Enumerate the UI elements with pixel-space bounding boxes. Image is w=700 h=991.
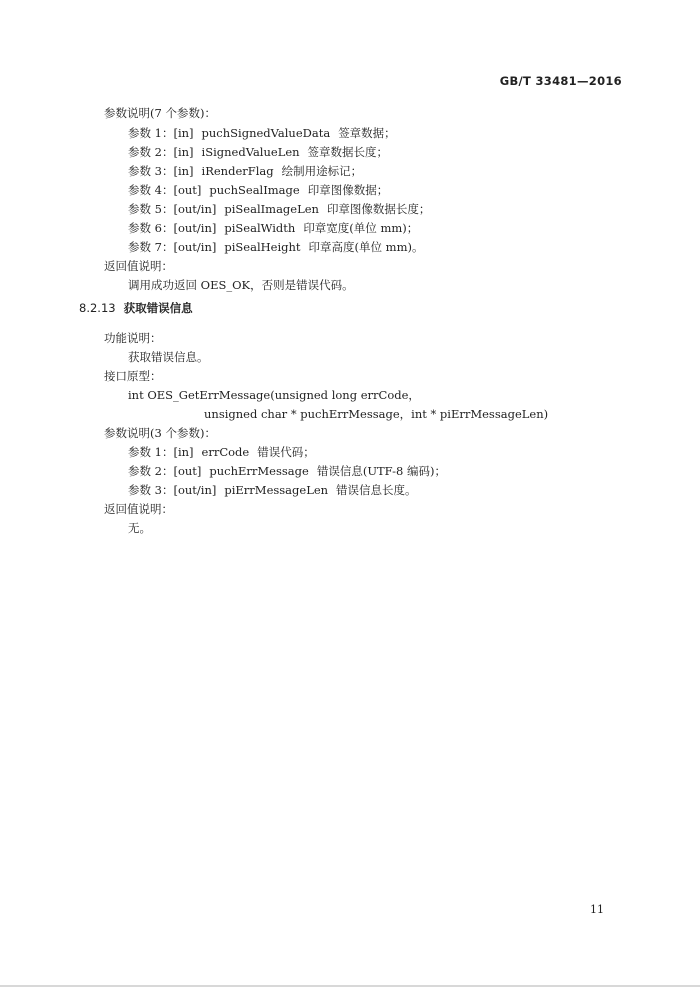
param-name: piErrMessageLen: [224, 483, 329, 497]
param-desc: 印章图像数据长度；: [326, 202, 431, 216]
param-desc: 绘制用途标记；: [281, 164, 363, 178]
section-number: 8.2.13: [79, 301, 116, 315]
param-desc: 印章宽度(单位 mm)；: [303, 221, 419, 235]
section-heading: [79, 301, 193, 315]
param-name: puchSealImage: [209, 183, 300, 197]
param-label: 参数 7：[out/in]: [128, 240, 217, 254]
param-label: 参数 3：[in]: [128, 164, 194, 178]
param-line: [128, 145, 388, 159]
param-desc: 印章图像数据；: [307, 183, 389, 197]
param-name: iRenderFlag: [201, 164, 274, 178]
param-line: [128, 202, 430, 216]
return-title: 返回值说明：: [104, 502, 173, 516]
param-label: 参数 1：[in]: [128, 126, 194, 140]
param-line: [128, 464, 446, 478]
function-title: 功能说明：: [104, 331, 162, 345]
param-name: piSealImageLen: [224, 202, 319, 216]
param-desc: 错误代码；: [257, 445, 315, 459]
param-name: iSignedValueLen: [201, 145, 300, 159]
section-title: 获取错误信息: [123, 301, 193, 315]
param-line: [128, 164, 362, 178]
param-desc: 签章数据长度；: [307, 145, 389, 159]
param-name: puchSignedValueData: [201, 126, 331, 140]
return-text: 调用成功返回 OES_OK，否则是错误代码。: [128, 278, 354, 292]
param-desc: 签章数据；: [338, 126, 396, 140]
param-desc: 错误信息长度。: [336, 483, 417, 497]
param-name: errCode: [201, 445, 250, 459]
return-text: 无。: [128, 521, 151, 535]
prototype-line-1: int OES_GetErrMessage(unsigned long errCode，: [128, 388, 420, 402]
return-title: 返回值说明：: [104, 259, 173, 273]
param-desc: 印章高度(单位 mm)。: [308, 240, 424, 254]
param-label: 参数 1：[in]: [128, 445, 194, 459]
param-name: puchErrMessage: [209, 464, 309, 478]
param-name: piSealHeight: [224, 240, 301, 254]
param-line: [128, 183, 388, 197]
page-number: 11: [590, 903, 604, 916]
prototype-line-2: unsigned char * puchErrMessage，int * piErrMessageLen): [204, 407, 549, 421]
param-label: 参数 5：[out/in]: [128, 202, 217, 216]
param-name: piSealWidth: [224, 221, 296, 235]
param-desc: 错误信息(UTF-8 编码)；: [316, 464, 446, 478]
param-label: 参数 6：[out/in]: [128, 221, 217, 235]
param-line: [128, 445, 315, 459]
param-label: 参数 2：[out]: [128, 464, 202, 478]
params-title: 参数说明(7 个参数)：: [104, 106, 216, 120]
page-bottom-divider: [0, 985, 700, 987]
param-line: [128, 126, 396, 140]
function-text: 获取错误信息。: [128, 350, 209, 364]
param-line: [128, 240, 423, 254]
param-line: [128, 221, 418, 235]
param-line: [128, 483, 417, 497]
params-title: 参数说明(3 个参数)：: [104, 426, 216, 440]
prototype-title: 接口原型：: [104, 369, 162, 383]
standard-code-header: GB/T 33481—2016: [499, 74, 622, 88]
param-label: 参数 2：[in]: [128, 145, 194, 159]
param-label: 参数 3：[out/in]: [128, 483, 217, 497]
param-label: 参数 4：[out]: [128, 183, 202, 197]
